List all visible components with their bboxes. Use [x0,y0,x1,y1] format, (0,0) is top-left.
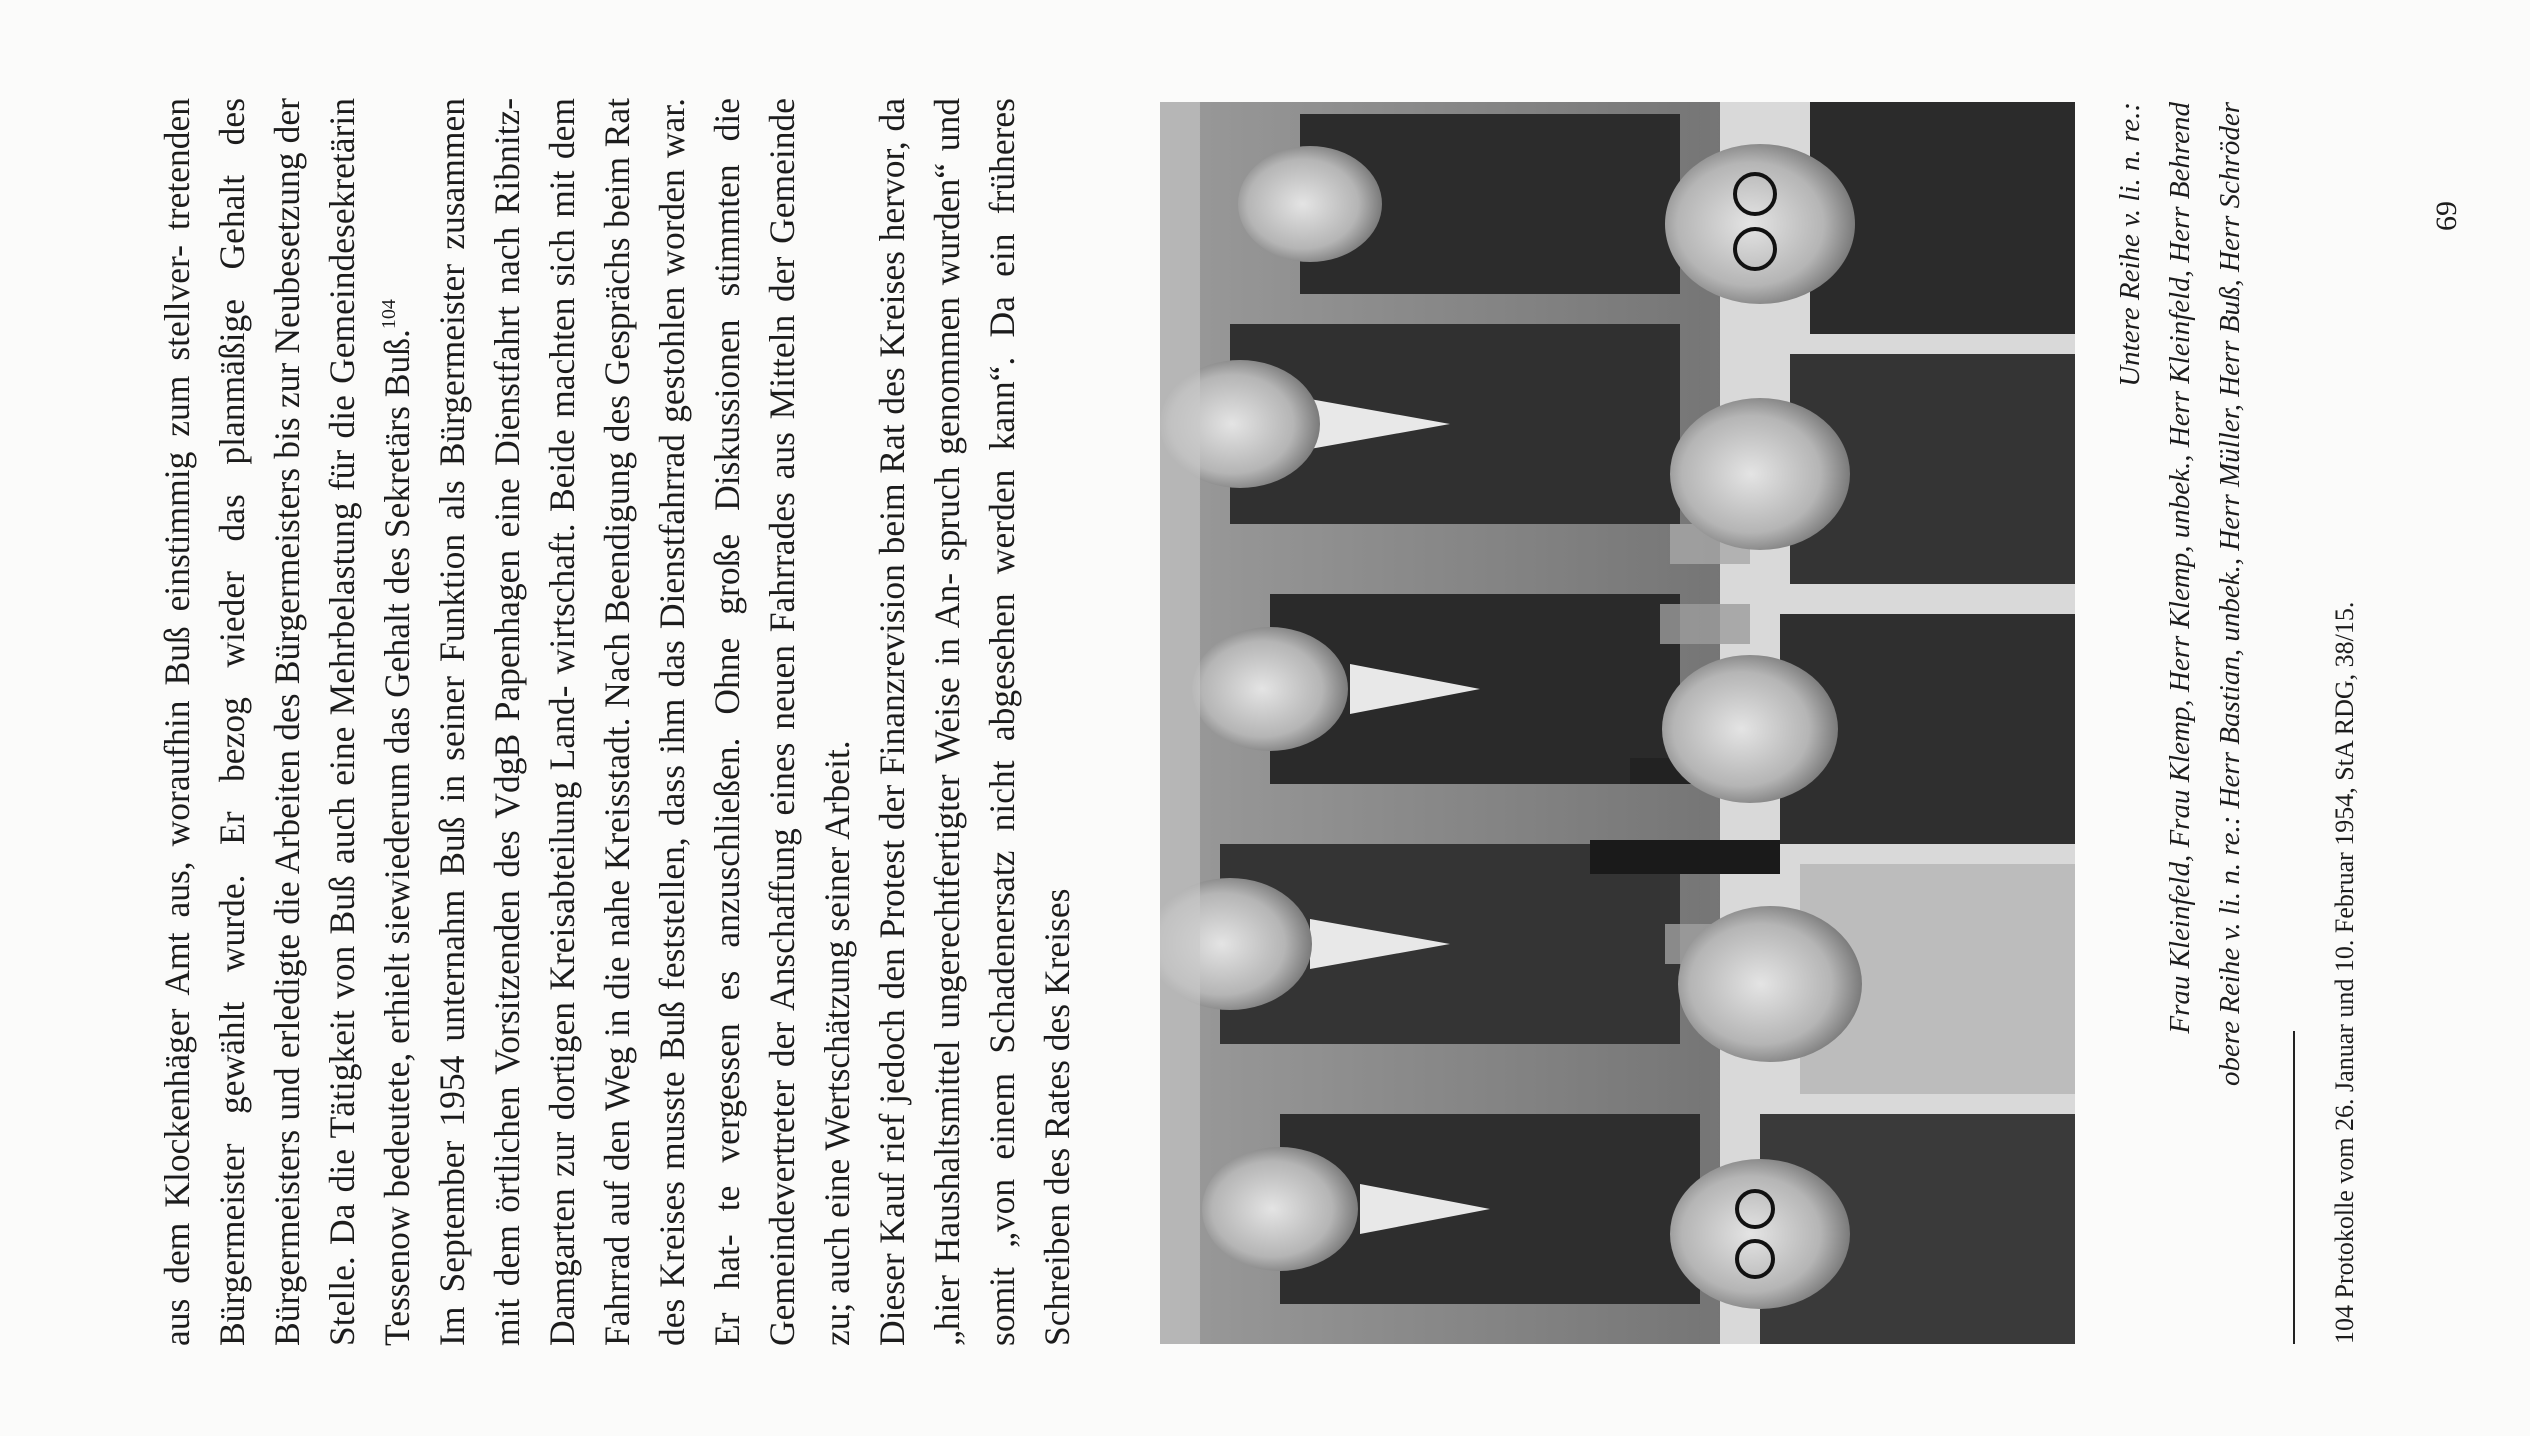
paragraph-3 [865,98,1085,1346]
footnote [2325,602,2365,1344]
caption-line: Frau Kleinfeld, Frau Klemp, Herr Klemp, unbek., Herr Kleinfeld, Herr Behrend [2164,102,2196,1034]
text-line: Kreisstadt. Nach Beendigung des Gesprächs beim Rat des Kreises musste [597,97,692,1346]
text-line: Gehalt des Bürgermeisters und erledigte die Arbeiten des Bürgermeisters [212,97,307,1346]
text-line: tretenden Bürgermeister gewählt wurde. Er bezog wieder das planmäßige [157,98,252,1346]
text-line: Kreises hervor, da „hier Haushaltsmittel ungerechtfertigter Weise in An- [872,97,967,1346]
photograph-illustration [1160,102,2075,1344]
text-line: siewiederum das Gehalt des Sekretärs Buß. [377,329,417,945]
footnote-text: Protokolle vom 26. Januar und 10. Februar 1954, StA RDG, 38/15. [2330,601,2359,1299]
text-line: Buß feststellen, dass ihm das Dienstfahrrad gestohlen worden war. Er hat- [652,97,747,1346]
text-line: Dienstfahrt nach Ribnitz-Damgarten zur dortigen Kreisabteilung Land- [487,97,582,1346]
caption-line: obere Reihe v. li. n. re.: Herr Bastian, unbek., Herr Müller, Herr Buß, Herr Schröder [2214,102,2246,1086]
caption-line: Untere Reihe v. li. n. re.: [2114,102,2146,387]
footnote-divider [2293,1031,2295,1344]
text-line: abgesehen werden kann“. Da ein früheres Schreiben des Rates des Kreises [982,98,1077,1346]
text-line: Mehrbelastung für die Gemeindesekretärin Tessenow bedeutete, erhielt [322,98,417,1346]
footnote-reference: 104 [378,299,400,330]
photo-caption [2105,102,2255,1344]
paragraph-1 [150,98,425,1346]
group-photograph [1160,102,2075,1344]
text-line: wirtschaft. Beide machten sich mit dem Fahrrad auf den Weg in die nahe [542,98,637,1346]
text-line: der Gemeinde zu; auch eine Wertschätzung seiner Arbeit. [762,98,857,1346]
text-line: bis zur Neubesetzung der Stelle. Da die Tätigkeit von Buß auch eine [267,98,362,1346]
text-line: Gemeindevertreter der Anschaffung eines neuen Fahrrades aus Mitteln [762,314,802,1346]
page-number: 69 [2430,201,2463,231]
text-line: Im September 1954 unternahm Buß in seiner Funktion als Bürgermeister [432,263,472,1346]
text-line: te vergessen es anzuschließen. Ohne große Diskussionen stimmten die [707,97,747,1212]
text-line: Dieser Kauf rief jedoch den Protest der Finanzrevision beim Rat des [872,367,912,1346]
text-line: aus dem Klockenhäger Amt aus, woraufhin Buß einstimmig zum stellver- [157,245,197,1346]
text-line: zusammen mit dem örtlichen Vorsitzenden des VdgB Papenhagen eine [432,97,527,1346]
text-line: spruch genommen wurden“ und somit „von einem Schadenersatz nicht [927,98,1022,1346]
body-text [150,98,1085,1346]
paragraph-2 [425,98,865,1346]
footnote-number: 104 [2330,1305,2359,1344]
